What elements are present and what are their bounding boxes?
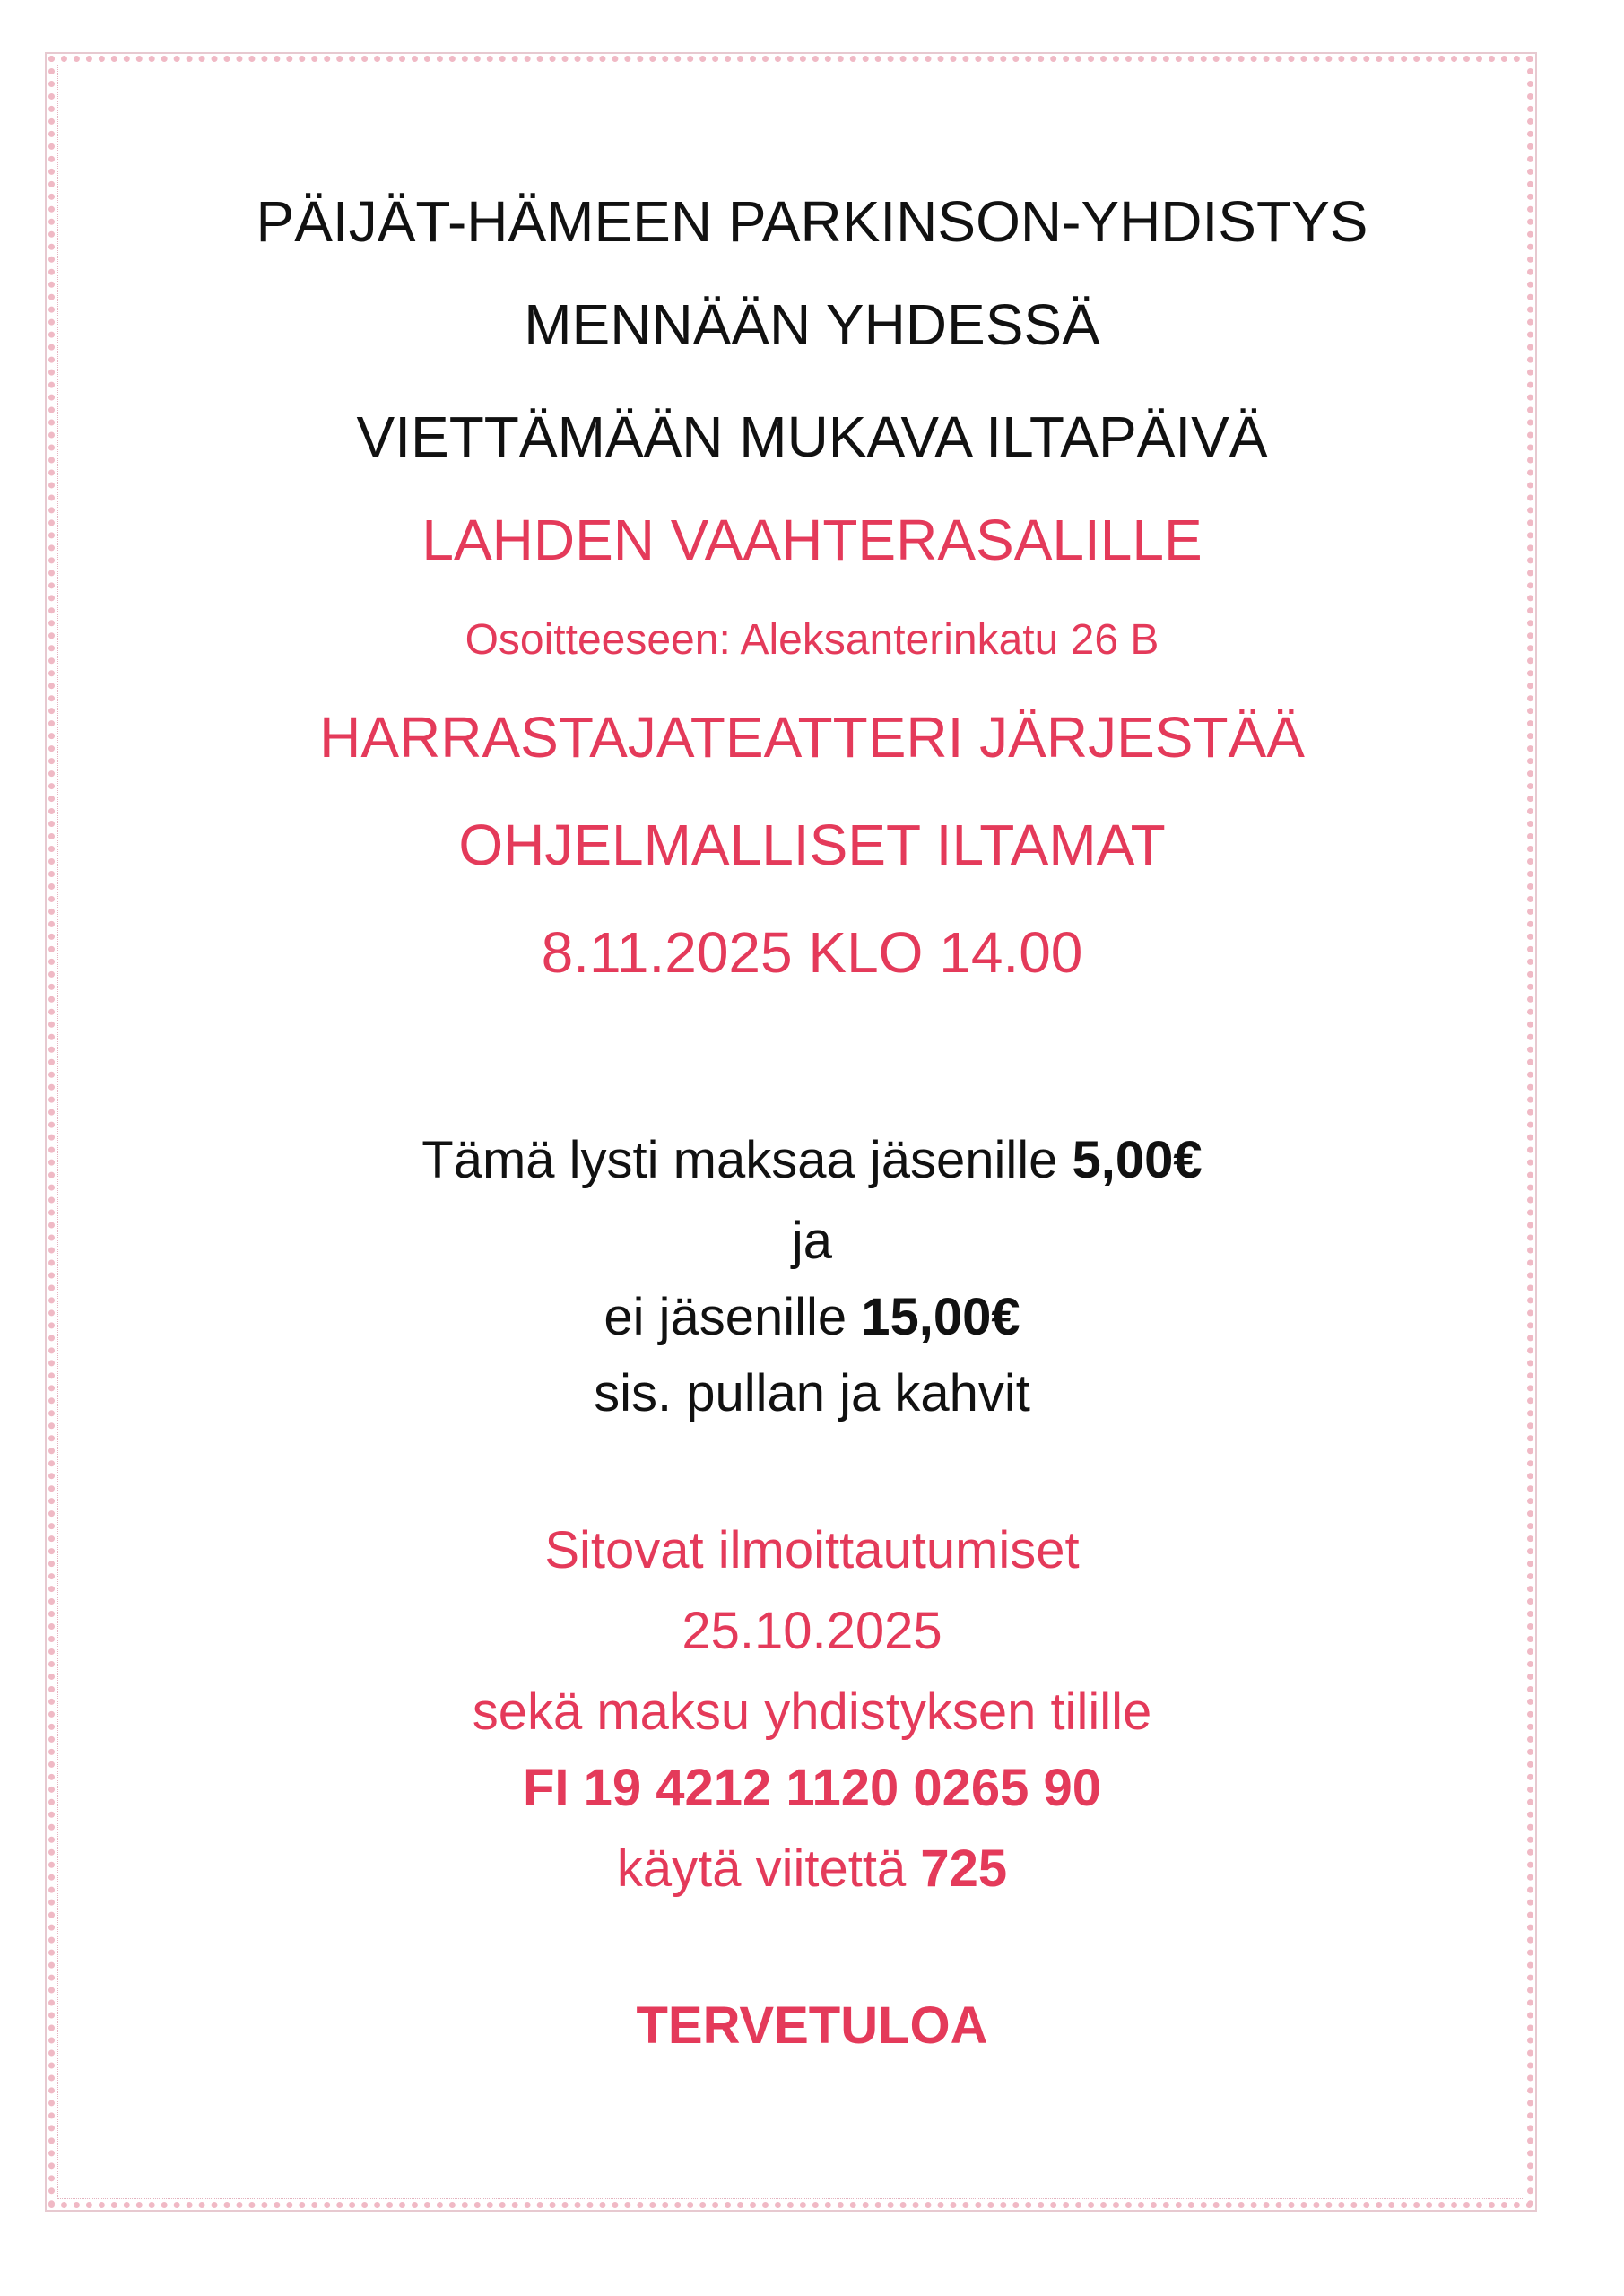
headline-line-3: VIETTÄMÄÄN MUKAVA ILTAPÄIVÄ bbox=[356, 404, 1268, 469]
price-nonmembers bbox=[0, 1288, 1624, 1346]
event-title: OHJELMALLISET ILTAMAT bbox=[458, 813, 1166, 877]
registration-line-3: sekä maksu yhdistyksen tilille bbox=[472, 1683, 1152, 1741]
event-datetime: 8.11.2025 KLO 14.00 bbox=[541, 920, 1083, 985]
host-line: HARRASTAJATEATTERI JÄRJESTÄÄ bbox=[319, 705, 1305, 770]
welcome-text: TERVETULOA bbox=[636, 1996, 988, 2055]
registration-line-1: Sitovat ilmoittautumiset bbox=[544, 1521, 1080, 1579]
price-members bbox=[0, 1131, 1624, 1189]
price-includes: sis. pullan ja kahvit bbox=[594, 1364, 1030, 1422]
price-nonmembers-text: ei jäsenille bbox=[604, 1288, 862, 1346]
payment-reference-text: käytä viitettä bbox=[616, 1839, 921, 1898]
price-nonmembers-amount: 15,00€ bbox=[861, 1288, 1020, 1346]
price-and: ja bbox=[791, 1212, 833, 1270]
venue-name: LAHDEN VAAHTERASALILLE bbox=[421, 508, 1203, 572]
payment-reference bbox=[0, 1839, 1624, 1898]
price-members-text: Tämä lysti maksaa jäsenille bbox=[421, 1131, 1073, 1189]
registration-deadline: 25.10.2025 bbox=[682, 1602, 942, 1660]
venue-address: Osoitteeseen: Aleksanterinkatu 26 B bbox=[465, 616, 1159, 664]
price-members-amount: 5,00€ bbox=[1072, 1131, 1203, 1189]
headline-line-2: MENNÄÄN YHDESSÄ bbox=[524, 292, 1100, 357]
bank-account-iban: FI 19 4212 1120 0265 90 bbox=[522, 1759, 1102, 1817]
organization-title: PÄIJÄT-HÄMEEN PARKINSON-YHDISTYS bbox=[256, 189, 1368, 254]
payment-reference-number: 725 bbox=[920, 1839, 1008, 1898]
